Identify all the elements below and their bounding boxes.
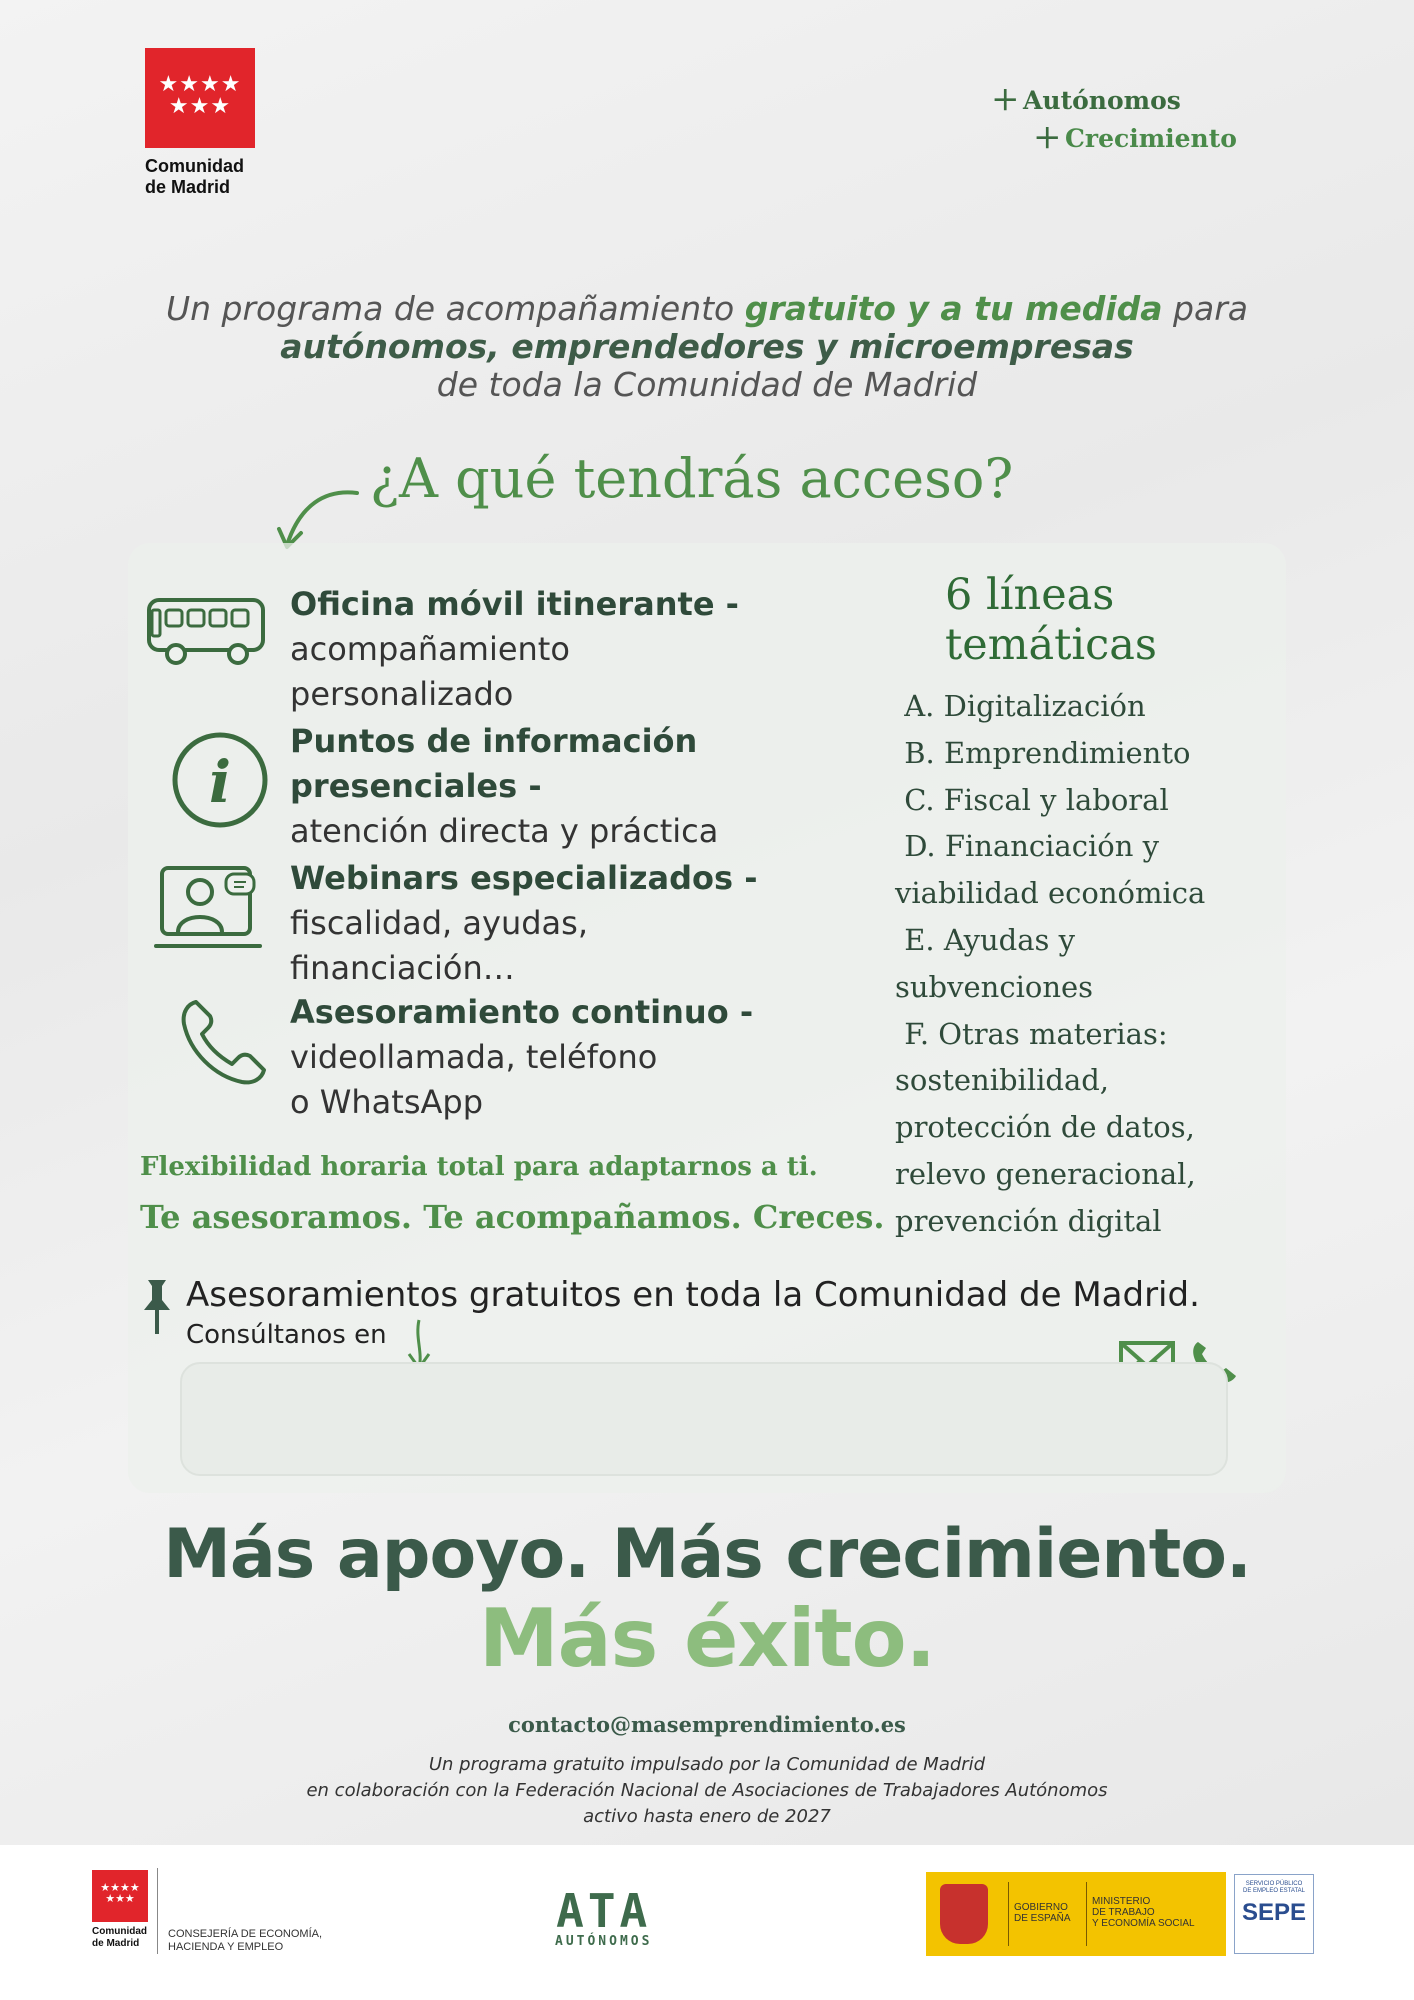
intro-p1: Un programa de acompañamiento <box>165 289 745 328</box>
pin-icon <box>140 1278 174 1336</box>
slogan-line2: Más éxito. <box>479 1592 935 1685</box>
lines-title-2: temáticas <box>945 620 1157 670</box>
feature-desc: personalizado <box>290 675 514 713</box>
feature-title: Oficina móvil itinerante - <box>290 585 739 623</box>
ata-logo <box>555 1884 653 1949</box>
footer-line1: Un programa gratuito impulsado por la Comunidad de Madrid <box>428 1754 986 1775</box>
intro-p3: de toda la Comunidad de Madrid <box>436 365 978 404</box>
advice-text: Asesoramientos gratuitos en toda la Comunidad de Madrid. <box>186 1275 1200 1315</box>
feature-title: Webinars especializados - <box>290 859 758 897</box>
intro-text <box>100 290 1314 404</box>
sepe-subtext: SERVICIO PÚBLICO DE EMPLEO ESTATAL <box>1242 1881 1305 1894</box>
ata-subtext: AUTÓNOMOS <box>555 1934 653 1949</box>
svg-text:i: i <box>208 748 232 816</box>
coat-of-arms-icon <box>940 1884 988 1944</box>
sepe-text: SEPE <box>1241 1899 1307 1926</box>
footer-line3: activo hasta enero de 2027 <box>583 1806 831 1827</box>
feature-advice <box>290 990 753 1125</box>
access-title: ¿A qué tendrás acceso? <box>370 447 1014 510</box>
consult-text: Consúltanos en <box>186 1320 387 1350</box>
feature-desc: atención directa y práctica <box>290 812 719 850</box>
info-icon <box>170 730 270 830</box>
autonomos-crecimiento-logo: + Autónomos + Crecimiento <box>991 79 1237 157</box>
gobierno-text: GOBIERNO DE ESPAÑA <box>1014 1902 1071 1924</box>
madrid-stars: ★★★★ ★★★ <box>158 72 242 119</box>
sepe-logo <box>1234 1874 1314 1954</box>
madrid-flag <box>145 48 255 148</box>
logo-line2: Crecimiento <box>1065 124 1237 153</box>
contact-email[interactable]: contacto@masemprendimiento.es <box>508 1712 906 1737</box>
intro-p2: autónomos, emprendedores y microempresas <box>280 327 1134 366</box>
feature-info-points <box>290 719 718 854</box>
feature-desc: videollamada, teléfono <box>290 1038 658 1076</box>
flex-text: Flexibilidad horaria total para adaptarnos a ti. <box>140 1152 818 1182</box>
lines-list: A. Digitalización B. Emprendimiento C. Fiscal y laboral D. Financiación y viabilidad económica E. Ayudas y subvenciones F. Otras materias: sostenibilidad, protección de datos, relevo generacional, prevención digital <box>895 689 1206 1238</box>
feature-desc: o WhatsApp <box>290 1083 484 1121</box>
feature-mobile-office <box>290 582 739 717</box>
ministerio-text: MINISTERIO DE TRABAJO Y ECONOMÍA SOCIAL <box>1092 1896 1195 1929</box>
feature-desc: fiscalidad, ayudas, <box>290 904 588 942</box>
consejeria-text: CONSEJERÍA DE ECONOMÍA, HACIENDA Y EMPLEO <box>168 1928 323 1953</box>
feature-webinars <box>290 856 757 991</box>
feature-title: Asesoramiento continuo - <box>290 993 754 1031</box>
feature-desc: acompañamiento <box>290 630 570 668</box>
bus-icon <box>146 596 268 666</box>
lines-title-1: 6 líneas <box>945 570 1115 620</box>
lines-title <box>945 570 1157 670</box>
phone-icon <box>176 994 272 1090</box>
madrid-stars-small: ★★★★ ★★★ <box>92 1870 148 1922</box>
contact-box <box>180 1362 1228 1476</box>
ata-text: ATA <box>556 1884 652 1938</box>
feature-desc: financiación… <box>290 949 515 987</box>
madrid-logo-text: Comunidad de Madrid <box>145 156 244 197</box>
motto-text: Te asesoramos. Te acompañamos. Creces. <box>140 1198 885 1236</box>
comunidad-madrid-logo <box>145 48 255 198</box>
consejeria-logo <box>157 1868 323 1954</box>
slogan-line1: Más apoyo. Más crecimiento. <box>163 1515 1251 1594</box>
footer-text <box>0 1752 1414 1830</box>
logo-line1: Autónomos <box>1023 86 1181 115</box>
gobierno-espana-logo <box>926 1872 1226 1956</box>
feature-title: Puntos de información <box>290 722 698 760</box>
feature-title-2: presenciales - <box>290 767 542 805</box>
intro-p1-end: para <box>1162 289 1248 328</box>
webinar-icon <box>152 862 264 954</box>
intro-p1-bold: gratuito y a tu medida <box>744 289 1163 328</box>
comunidad-madrid-small-logo <box>92 1870 148 1950</box>
footer-line2: en colaboración con la Federación Nacional de Asociaciones de Trabajadores Autónomos <box>306 1780 1108 1801</box>
madrid-name-small: Comunidad de Madrid <box>92 1926 147 1949</box>
